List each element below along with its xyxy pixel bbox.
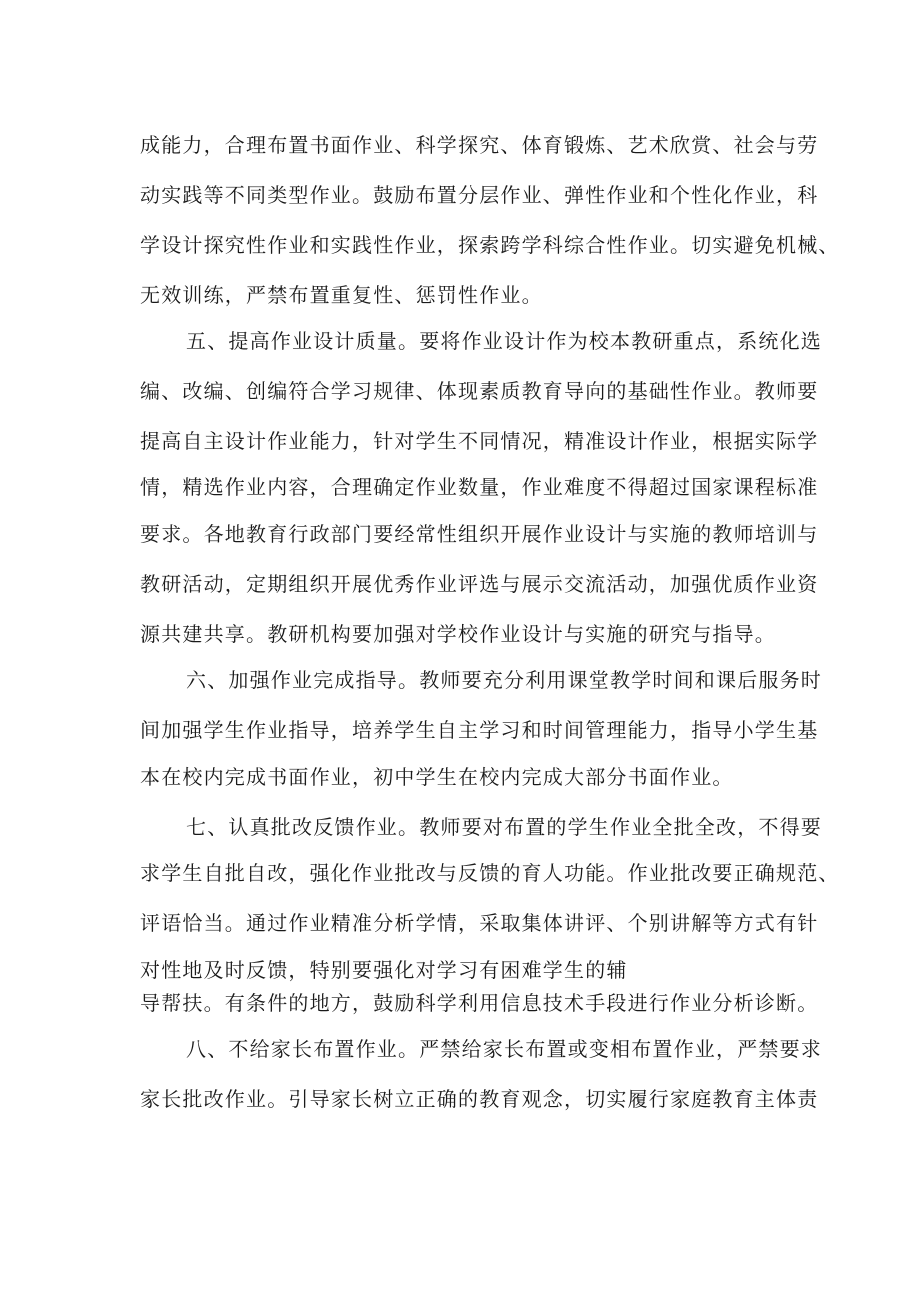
text-line: 编、改编、创编符合学习规律、体现素质教育导向的基础性作业。教师要	[140, 379, 819, 403]
text-line: 导帮扶。有条件的地方，鼓励科学利用信息技术手段进行作业分析诊断。	[140, 991, 819, 1015]
text-line: 对性地及时反馈，特别要强化对学习有困难学生的辅	[140, 958, 628, 982]
text-line: 提高自主设计作业能力，针对学生不同情况，精准设计作业，根据实际学	[140, 429, 819, 453]
text-line: 求学生自批自改，强化作业批改与反馈的育人功能。作业批改要正确规范、	[140, 861, 840, 885]
text-line: 情，精选作业内容，合理确定作业数量，作业难度不得超过国家课程标准	[140, 475, 819, 499]
paragraph-heading-line: 八、不给家长布置作业。严禁给家长布置或变相布置作业，严禁要求	[186, 1037, 822, 1061]
text-line: 评语恰当。通过作业精准分析学情，采取集体讲评、个别讲解等方式有针	[140, 911, 819, 935]
paragraph-heading-line: 七、认真批改反馈作业。教师要对布置的学生作业全批全改，不得要	[186, 815, 822, 839]
text-line: 学设计探究性作业和实践性作业，探索跨学科综合性作业。切实避免机械、	[140, 233, 840, 257]
text-line: 源共建共享。教研机构要加强对学校作业设计与实施的研究与指导。	[140, 622, 776, 646]
text-line: 要求。各地教育行政部门要经常性组织开展作业设计与实施的教师培训与	[140, 522, 819, 546]
text-line: 成能力，合理布置书面作业、科学探究、体育锻炼、艺术欣赏、社会与劳	[140, 133, 819, 157]
text-line: 家长批改作业。引导家长树立正确的教育观念，切实履行家庭教育主体责	[140, 1087, 819, 1111]
paragraph-heading-line: 六、加强作业完成指导。教师要充分利用课堂教学时间和课后服务时	[186, 668, 822, 692]
text-line: 动实践等不同类型作业。鼓励布置分层作业、弹性作业和个性化作业，科	[140, 183, 819, 207]
paragraph-heading-line: 五、提高作业设计质量。要将作业设计作为校本教研重点，系统化选	[186, 329, 822, 353]
text-line: 教研活动，定期组织开展优秀作业评选与展示交流活动，加强优质作业资	[140, 572, 819, 596]
text-line: 无效训练，严禁布置重复性、惩罚性作业。	[140, 283, 543, 307]
text-line: 本在校内完成书面作业，初中学生在校内完成大部分书面作业。	[140, 765, 734, 789]
text-line: 间加强学生作业指导，培养学生自主学习和时间管理能力，指导小学生基	[140, 718, 819, 742]
